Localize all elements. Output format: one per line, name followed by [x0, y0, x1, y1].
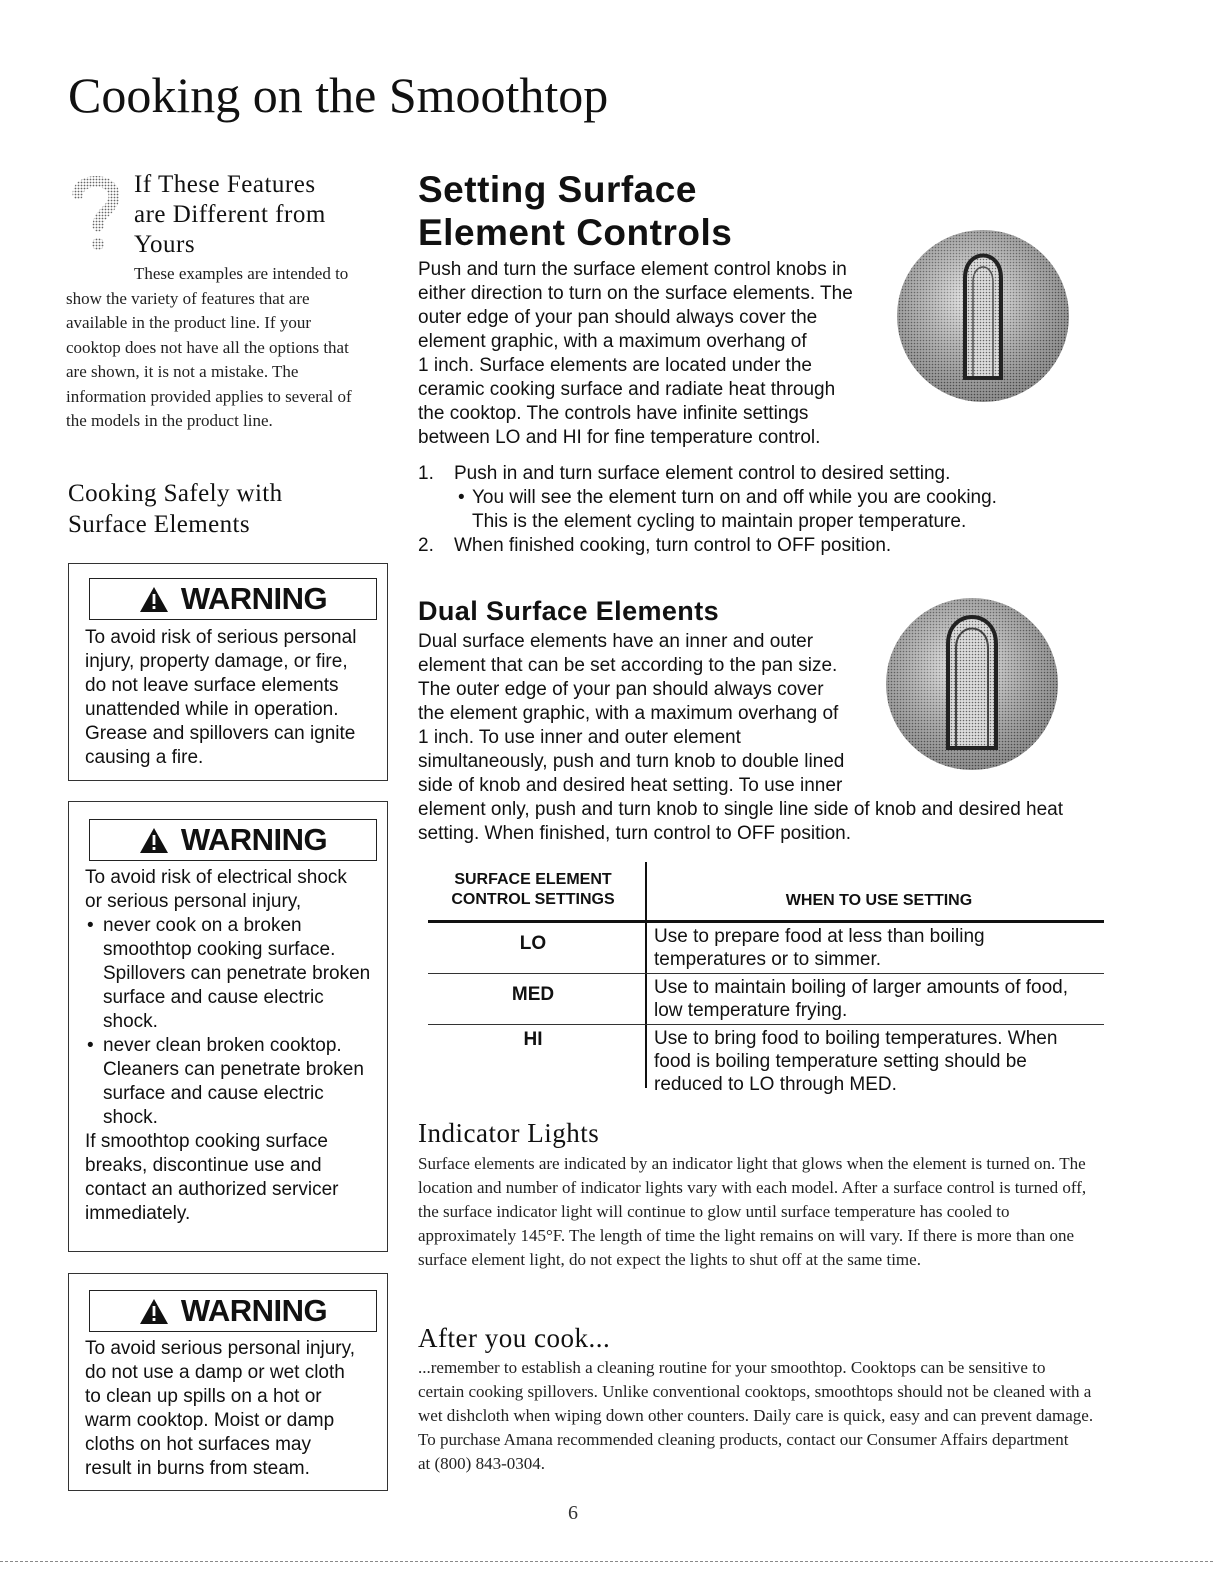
indicator-heading: Indicator Lights	[418, 1118, 600, 1148]
table-row	[428, 974, 1104, 1025]
dual-control-knob-icon	[884, 596, 1060, 772]
after-cook-body: ...remember to establish a cleaning routine for your smoothtop. Cooktops can be sensitive to certain cooking spillovers. Unlike conventional cooktops, smoothtops should not be cleaned with a wet dishcloth when wiping down other counters. Daily care is quick, easy and can prevent damage. To purchase Amana recommended cleaning products, contact our Consumer Affairs department at (800) 843-0304.	[418, 1358, 1094, 1473]
tip-section	[66, 170, 366, 434]
table-header	[428, 862, 1104, 923]
warning-banner	[89, 578, 377, 620]
warning-banner	[89, 819, 377, 861]
tip-heading-line: are Different from	[134, 201, 326, 228]
warning-label: WARNING	[180, 822, 328, 857]
page-number: 6	[568, 1502, 578, 1524]
setting-steps	[418, 462, 1108, 558]
bottom-rule	[0, 1561, 1213, 1562]
control-knob-icon	[895, 228, 1071, 404]
warning-intro: To avoid risk of electrical shock or serious personal injury,	[85, 867, 347, 912]
setting-value: LO	[519, 933, 547, 954]
table-header-when: WHEN TO USE SETTING	[785, 892, 973, 909]
warning-box-fire	[68, 563, 388, 781]
warning-text: To avoid risk of serious personal injury, property damage, or fire, do not leave surface elements unattended while in operation. Grease and spillovers can ignite causing a fire.	[85, 627, 357, 768]
step-item: 2. When finished cooking, turn control to OFF position.	[418, 535, 892, 556]
dual-heading: Dual Surface Elements	[418, 596, 720, 626]
tip-body: These examples are intended to show the variety of features that are available in the product line. If your cooktop does not have all the options that are shown, it is not a mistake. The information provided applies to several of the models in the product line.	[66, 264, 352, 430]
setting-value: HI	[523, 1029, 543, 1050]
safety-heading-line: Cooking Safely with	[68, 480, 283, 507]
setting-use: Use to maintain boiling of larger amounts of food, low temperature frying.	[654, 977, 1069, 1021]
table-row	[428, 1025, 1104, 1098]
warning-bullet: • never clean broken cooktop. Cleaners can penetrate broken surface and cause electric shock.	[85, 1034, 387, 1130]
warning-bullet: • never cook on a broken smoothtop cooking surface. Spillovers can penetrate broken surface and cause electric shock.	[85, 914, 387, 1034]
warning-triangle-icon	[139, 827, 169, 854]
warning-outro: If smoothtop cooking surface breaks, discontinue use and contact an authorized servicer immediately.	[85, 1131, 339, 1224]
warning-box-shock	[68, 801, 388, 1252]
warning-label: WARNING	[180, 1293, 328, 1328]
warning-label: WARNING	[180, 581, 328, 616]
setting-use: Use to prepare food at less than boiling temperatures or to simmer.	[654, 926, 985, 970]
setting-use: Use to bring food to boiling temperatures. When food is boiling temperature setting should be reduced to LO through MED.	[654, 1028, 1058, 1095]
warning-text: To avoid serious personal injury, do not use a damp or wet cloth to clean up spills on a hot or warm cooktop. Moist or damp cloths on hot surfaces may result in burns from steam.	[85, 1338, 356, 1479]
warning-triangle-icon	[139, 586, 169, 613]
setting-paragraph: Push and turn the surface element control knobs in either direction to turn on the surface elements. The outer edge of your pan should always cover the element graphic, with a maximum overhang of 1 inch. Surface elements are located under the ceramic cooking surface and radiate heat through the cooktop. The controls have infinite settings between LO and HI for fine temperature control.	[418, 259, 853, 448]
step-sub-bullet-cont: This is the element cycling to maintain proper temperature.	[472, 511, 967, 532]
safety-heading	[68, 478, 368, 540]
tip-heading-line: If These Features	[134, 171, 316, 198]
warning-banner	[89, 1290, 377, 1332]
dual-paragraph: Dual surface elements have an inner and outer element that can be set according to the pan size. The outer edge of your pan should always cover the element graphic, with a maximum overhang of 1 inch. To use inner and outer element simultaneously, push and turn knob to double lined side of knob and desired heat setting. To use inner element only, push and turn knob to single line side of knob and desired heat setting. When finished, turn control to OFF position.	[418, 631, 1064, 844]
warning-box-steam	[68, 1273, 388, 1491]
step-sub-bullet: • You will see the element turn on and off while you are cooking.	[418, 486, 1108, 510]
warning-triangle-icon	[139, 1298, 169, 1325]
setting-value: MED	[511, 984, 555, 1005]
tip-heading-line: Yours	[134, 231, 196, 258]
warning-bullets	[85, 914, 387, 1130]
page-title: Cooking on the Smoothtop	[68, 67, 609, 123]
setting-heading: Setting Surface Element Controls	[418, 169, 733, 253]
step-item: 1. Push in and turn surface element control to desired setting.	[418, 463, 951, 484]
table-row	[428, 923, 1104, 974]
question-mark-icon	[68, 172, 124, 252]
table-header-settings: SURFACE ELEMENT CONTROL SETTINGS	[451, 871, 615, 908]
settings-table	[428, 862, 1104, 1098]
after-cook-heading: After you cook...	[418, 1323, 611, 1353]
consumer-affairs-phone: at (800) 843-0304.	[418, 1454, 546, 1473]
indicator-body: Surface elements are indicated by an indicator light that glows when the element is turned on. The location and number of indicator lights vary with each model. After a surface control is turned off, the surface indicator light will continue to glow until surface temperature has cooled to approximately 145°F. The length of time the light remains on will vary. If there is more than one surface element light, do not expect the lights to shut off at the same time.	[418, 1154, 1087, 1269]
safety-heading-line: Surface Elements	[68, 511, 251, 538]
